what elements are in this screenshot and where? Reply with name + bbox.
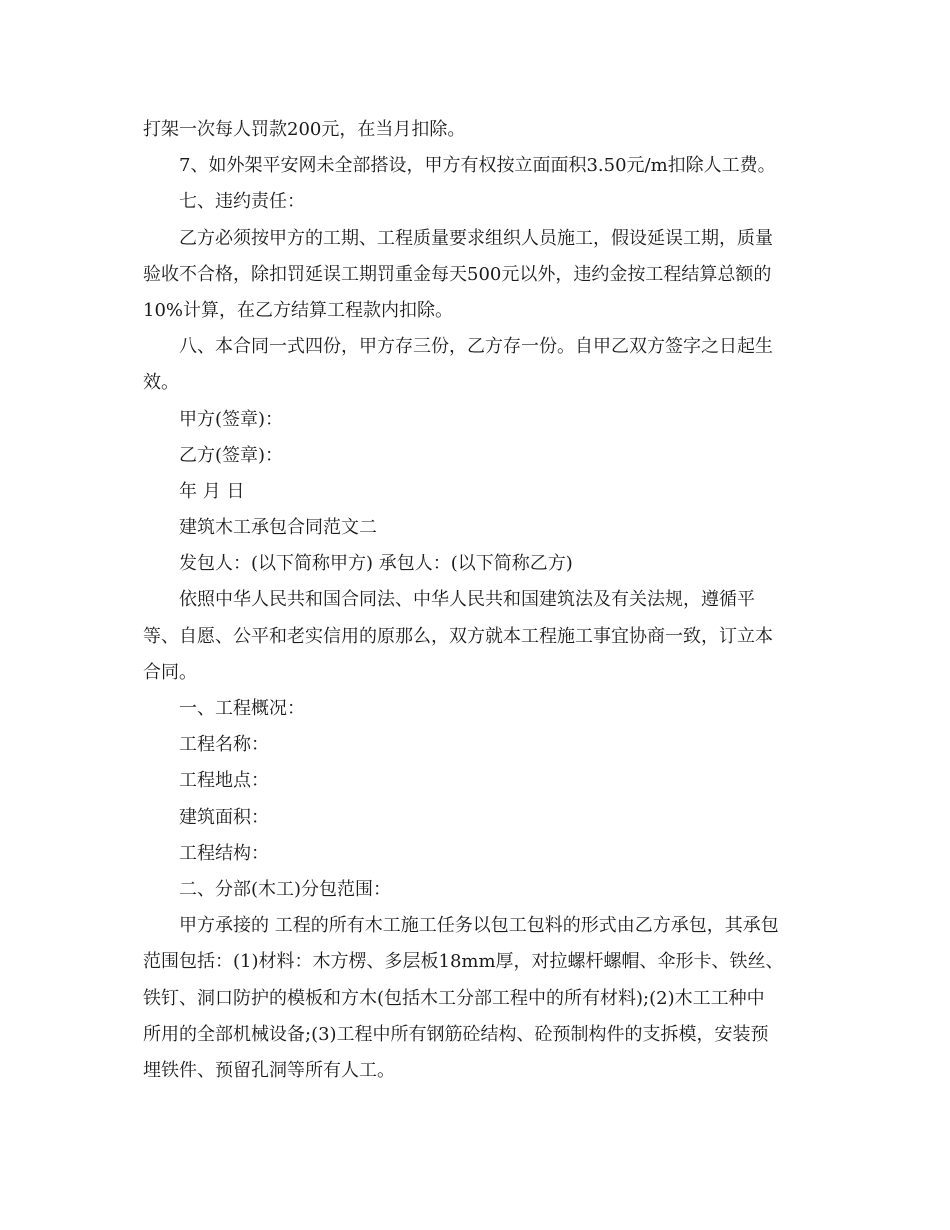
text-line: 合同。: [143, 661, 197, 683]
text-line: 等、自愿、公平和老实信用的原那么，双方就本工程施工事宜协商一致，订立本: [143, 625, 773, 647]
text-line: 范围包括：(1)材料：木方楞、多层板18mm厚，对拉螺杆螺帽、伞形卡、铁丝、: [143, 951, 784, 973]
text-line: 乙方必须按甲方的工期、工程质量要求组织人员施工，假设延误工期，质量: [179, 227, 773, 249]
field-project-name: 工程名称：: [179, 734, 269, 756]
signature-line-party-a: 甲方(签章)：: [179, 408, 284, 430]
field-building-area: 建筑面积：: [179, 806, 269, 828]
text-line: 验收不合格，除扣罚延误工期罚重金每天500元以外，违约金按工程结算总额的: [143, 263, 772, 285]
text-line: 埋铁件、预留孔洞等所有人工。: [143, 1059, 395, 1081]
section-heading: 七、违约责任：: [179, 191, 305, 213]
text-line: 八、本合同一式四份，甲方存三份，乙方存一份。自甲乙双方签字之日起生: [179, 336, 773, 358]
text-line: 打架一次每人罚款200元，在当月扣除。: [143, 119, 466, 140]
field-project-location: 工程地点：: [179, 770, 269, 792]
field-project-structure: 工程结构：: [179, 842, 269, 864]
text-line: 甲方承接的 工程的所有木工施工任务以包工包料的形式由乙方承包，其承包: [179, 915, 779, 937]
parties-line: 发包人：(以下简称甲方) 承包人：(以下简称乙方): [179, 553, 573, 575]
date-line: 年 月 日: [179, 480, 245, 502]
section-heading: 一、工程概况：: [179, 698, 305, 719]
document-title: 建筑木工承包合同范文二: [179, 517, 377, 539]
text-line: 效。: [143, 372, 179, 394]
text-line: 7、如外架平安网未全部搭设，甲方有权按立面面积3.50元/m扣除人工费。: [179, 155, 776, 177]
section-heading: 二、分部(木工)分包范围：: [179, 878, 392, 900]
signature-line-party-b: 乙方(签章)：: [179, 444, 284, 466]
text-line: 所用的全部机械设备;(3)工程中所有钢筋砼结构、砼预制构件的支拆模，安装预: [143, 1023, 769, 1045]
text-line: 10%计算，在乙方结算工程款内扣除。: [143, 299, 454, 321]
text-line: 铁钉、洞口防护的模板和方木(包括木工分部工程中的所有材料);(2)木工工种中: [143, 987, 765, 1009]
text-line: 依照中华人民共和国合同法、中华人民共和国建筑法及有关法规，遵循平: [179, 589, 755, 611]
document-body: [143, 112, 808, 1089]
